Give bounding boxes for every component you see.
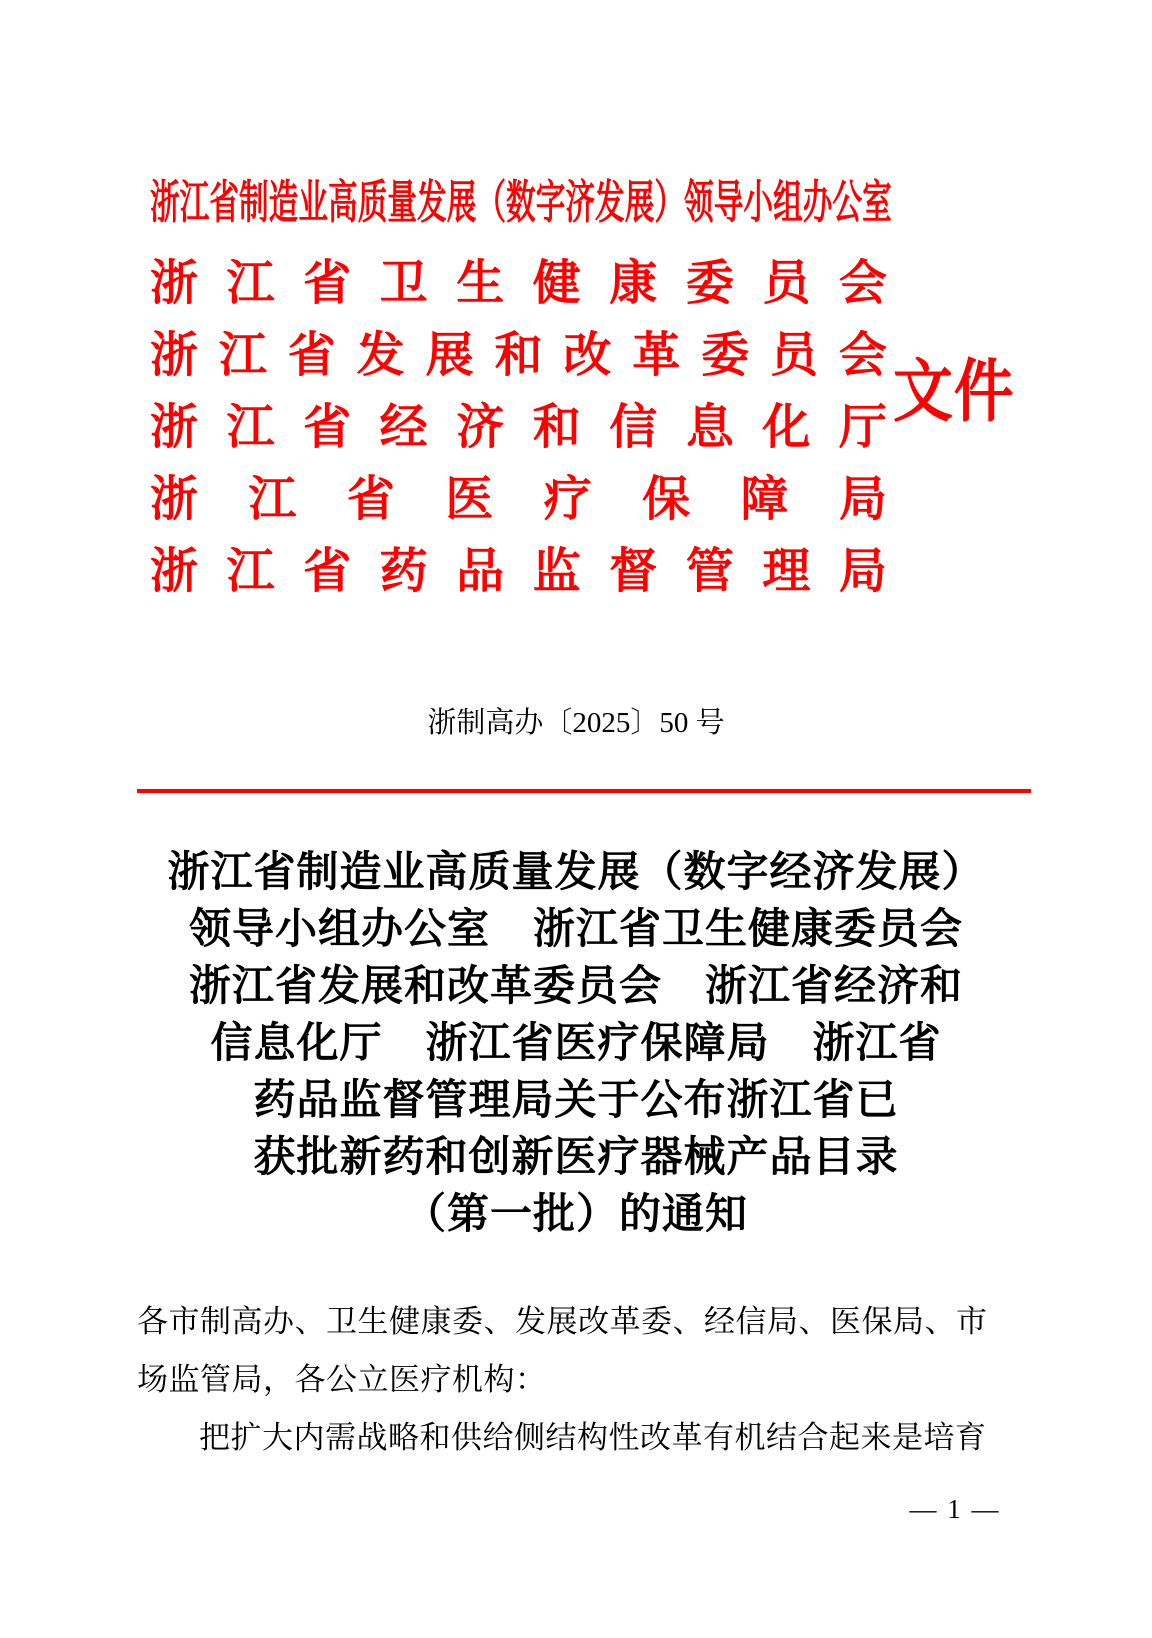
wenjian-banner: 文件 — [893, 354, 1015, 430]
notice-title — [0, 845, 1152, 1244]
org-header-line-5: 浙 江 省 医 疗 保 障 局 — [150, 473, 887, 526]
paragraph-line-1: 把扩大内需战略和供给侧结构性改革有机结合起来是培育 — [199, 1420, 987, 1455]
body-text — [137, 1293, 1033, 1467]
notice-title-line-6: 获批新药和创新医疗器械产品目录 — [253, 1135, 899, 1181]
notice-title-line-3: 浙江省发展和改革委员会 浙江省经济和 — [188, 964, 963, 1010]
notice-title-line-5: 药品监督管理局关于公布浙江省已 — [253, 1078, 899, 1124]
notice-title-line-7: （第一批）的通知 — [403, 1192, 748, 1238]
org-header-line-6: 浙 江 省 药 品 监 督 管 理 局 — [150, 545, 887, 598]
page-number: — 1 — — [909, 1494, 1001, 1524]
org-header-line-2: 浙 江 省 卫 生 健 康 委 员 会 — [150, 257, 887, 310]
notice-title-line-4: 信息化厅 浙江省医疗保障局 浙江省 — [210, 1021, 942, 1067]
org-header-block — [150, 177, 892, 598]
org-header-line-3: 浙 江 省 发 展 和 改 革 委 员 会 — [150, 329, 887, 382]
salutation-line-1: 各市制高办、卫生健康委、发展改革委、经信局、医保局、市 — [137, 1304, 988, 1339]
salutation-line-2: 场监管局，各公立医疗机构： — [137, 1362, 547, 1397]
notice-title-line-2: 领导小组办公室 浙江省卫生健康委员会 — [188, 907, 963, 953]
red-separator-rule — [137, 789, 1031, 793]
org-header-line-4: 浙 江 省 经 济 和 信 息 化 厅 — [150, 401, 887, 454]
org-header-line-1: 浙江省制造业高质量发展（数字济发展）领导小组办公室 — [150, 177, 892, 228]
notice-title-line-1: 浙江省制造业高质量发展（数字经济发展） — [167, 850, 985, 896]
document-number: 浙制高办〔2025〕50 号 — [427, 707, 725, 739]
